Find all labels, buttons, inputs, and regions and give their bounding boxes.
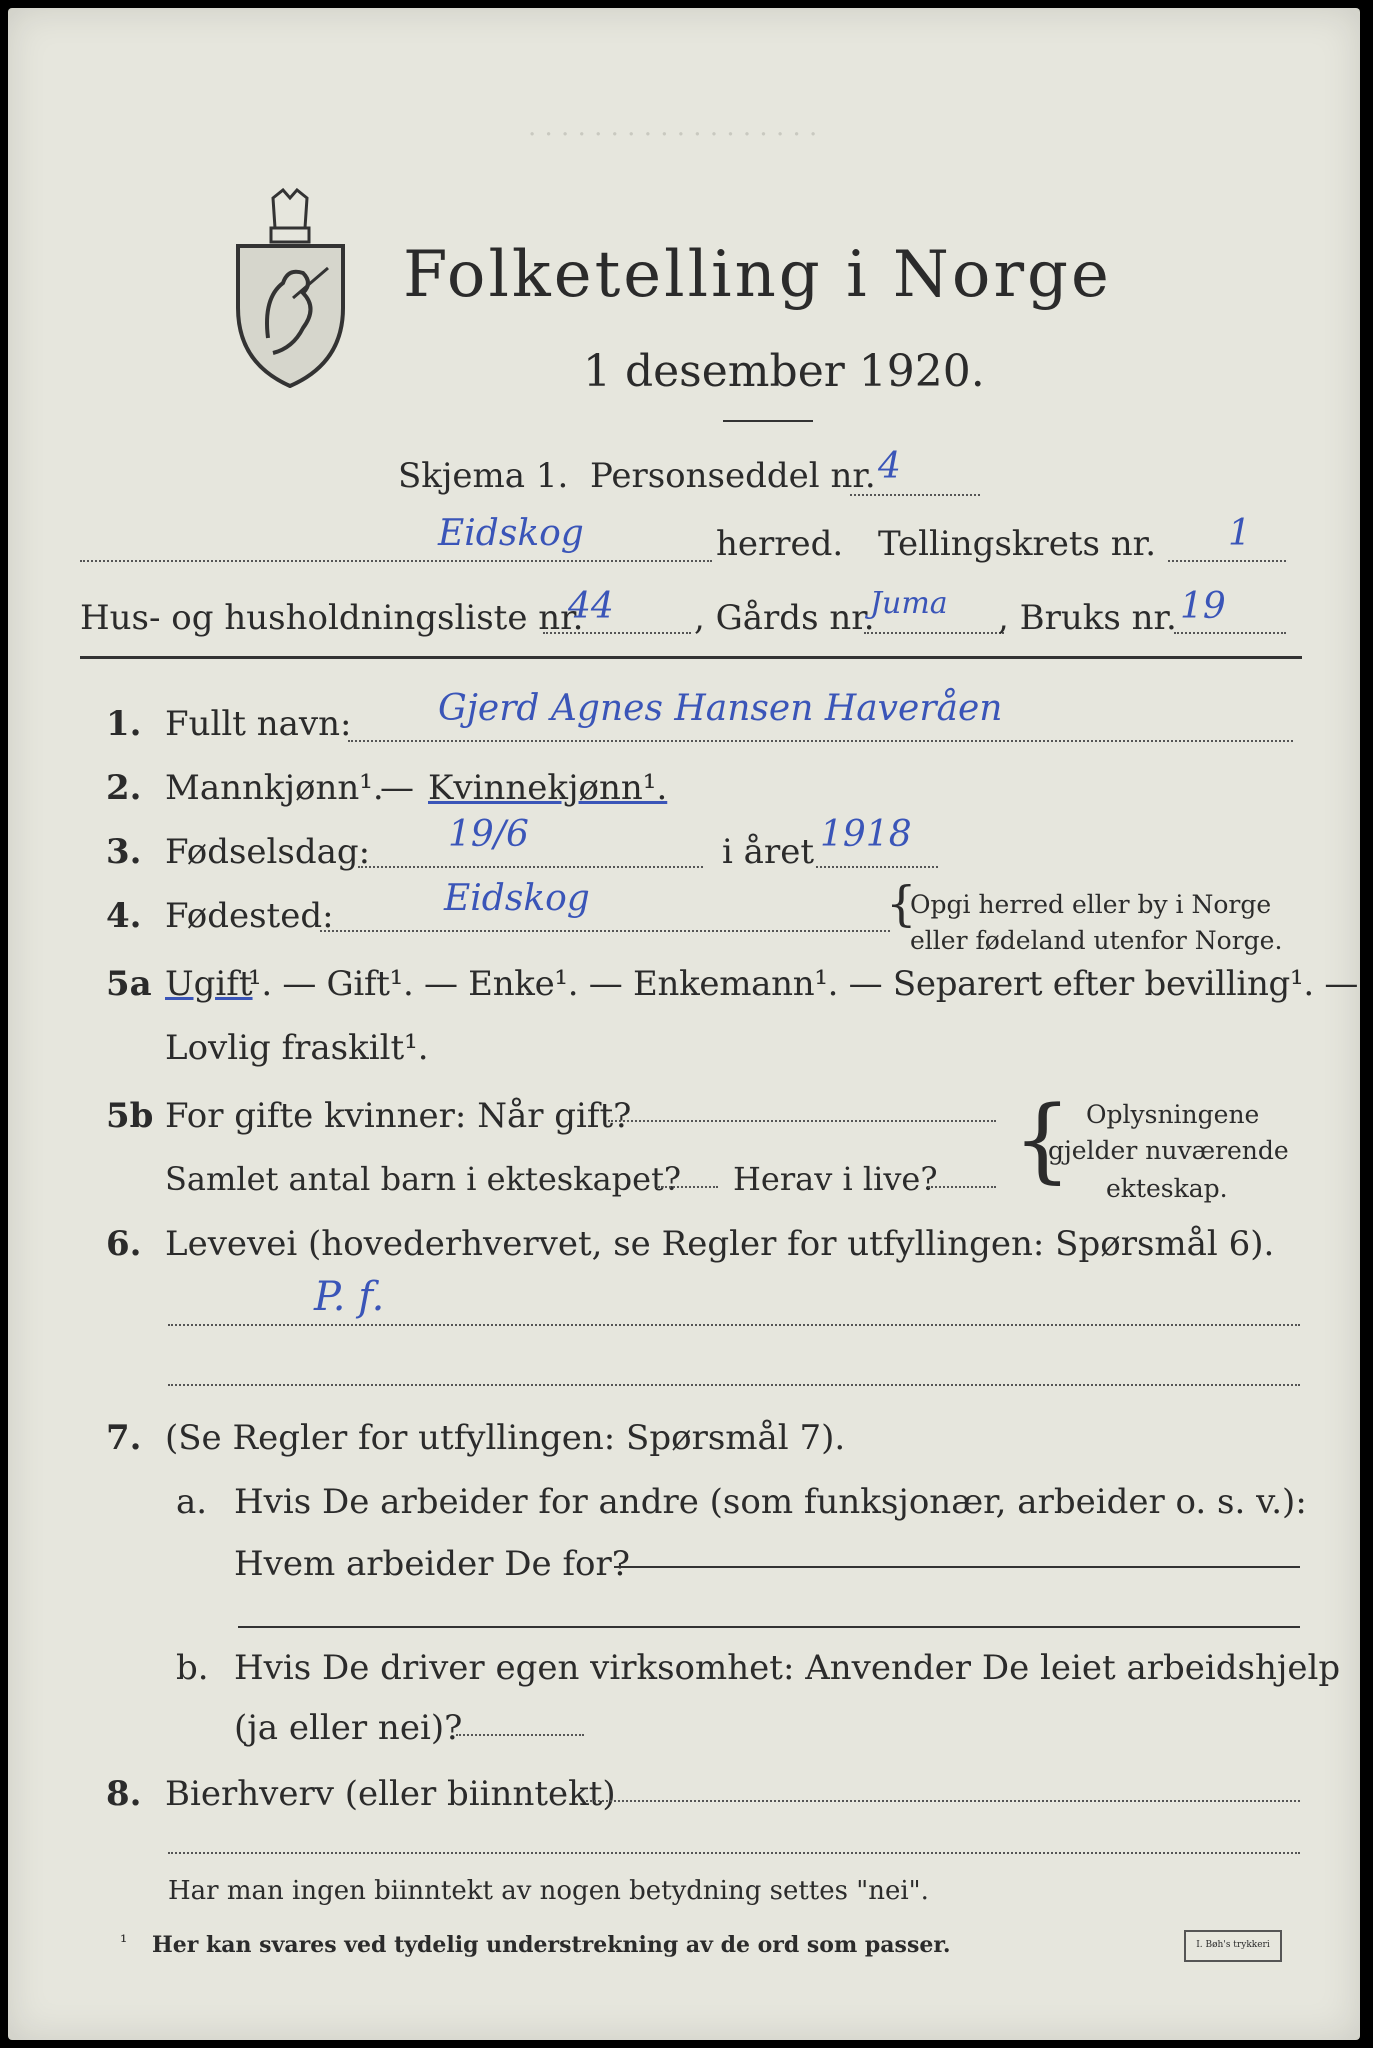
herred-field-line	[80, 560, 712, 562]
title-divider	[723, 420, 813, 422]
footnote-mark: ¹	[120, 1932, 128, 1953]
q5b-married-field-line	[608, 1120, 996, 1122]
gards-label: , Gårds nr.	[694, 598, 875, 638]
bruks-field-line	[1174, 632, 1286, 634]
q8-number: 8.	[106, 1774, 142, 1814]
header-separator	[80, 656, 1302, 659]
page-title: Folketelling i Norge	[403, 238, 1112, 312]
q4-label: Fødested:	[165, 896, 334, 936]
q3-year-label: i året	[722, 832, 814, 872]
q5a-line2[interactable]: Lovlig fraskilt¹.	[165, 1028, 429, 1068]
q7a-letter: a.	[176, 1482, 208, 1522]
personseddel-label: Personseddel nr.	[590, 456, 876, 496]
q6-field-line2	[168, 1384, 1300, 1386]
q5b-children-label: Samlet antal barn i ekteskapet?	[165, 1160, 682, 1198]
q8-field-line1[interactable]	[586, 1800, 1300, 1802]
q5b-note-line3: ekteskap.	[1106, 1174, 1228, 1203]
q4-brace: {	[886, 876, 917, 932]
personseddel-field-line	[850, 494, 980, 496]
q5b-alive-label: Herav i live?	[733, 1160, 938, 1198]
q1-label: Fullt navn:	[165, 704, 352, 744]
q2-female-option[interactable]: Kvinnekjønn¹.	[428, 768, 668, 808]
q5b-married-label: For gifte kvinner: Når gift?	[165, 1096, 632, 1136]
gards-value[interactable]: Juma	[870, 586, 948, 621]
q1-field-line	[348, 740, 1293, 742]
personseddel-value[interactable]: 4	[878, 446, 901, 487]
herred-label: herred.	[716, 524, 844, 564]
q5a-other-options[interactable]: ¹. — Gift¹. — Enke¹. — Enkemann¹. — Separert efter bevilling¹. —	[248, 964, 1359, 1004]
q5b-note-line1: Oplysningene	[1086, 1100, 1260, 1129]
q7b-label-line2: (ja eller nei)?	[234, 1708, 463, 1748]
birthplace-value[interactable]: Eidskog	[444, 878, 590, 919]
q5b-brace: {	[1013, 1086, 1072, 1193]
tellingskrets-value[interactable]: 1	[1228, 513, 1251, 554]
q2-dash: —	[380, 768, 414, 808]
q7-number: 7.	[106, 1418, 142, 1458]
q7-label: (Se Regler for utfyllingen: Spørsmål 7).	[165, 1418, 846, 1458]
q7a-field-line1[interactable]	[614, 1566, 1300, 1568]
biinntekt-note: Har man ingen biinntekt av nogen betydning settes "nei".	[168, 1876, 929, 1906]
herred-value[interactable]: Eidskog	[438, 513, 584, 554]
q4-note-line2: eller fødeland utenfor Norge.	[910, 926, 1283, 955]
q5a-ugift-option[interactable]: Ugift	[165, 964, 253, 1004]
q3-year-field-line	[816, 866, 938, 868]
q5b-alive-field-line	[928, 1186, 996, 1188]
printer-stamp: I. Bøh's trykkeri	[1184, 1930, 1282, 1962]
husliste-value[interactable]: 44	[568, 586, 614, 627]
bruks-label: , Bruks nr.	[998, 598, 1177, 638]
q1-number: 1.	[106, 704, 142, 744]
q4-number: 4.	[106, 896, 142, 936]
full-name-value[interactable]: Gjerd Agnes Hansen Haveråen	[438, 688, 1003, 729]
q2-number: 2.	[106, 768, 142, 808]
coat-of-arms-icon	[233, 188, 348, 388]
tellingskrets-label: Tellingskrets nr.	[878, 524, 1157, 564]
q3-number: 3.	[106, 832, 142, 872]
q7a-label-line2: Hvem arbeider De for?	[234, 1544, 630, 1584]
birth-year-value[interactable]: 1918	[820, 814, 912, 855]
husliste-field-line	[543, 632, 691, 634]
birthday-value[interactable]: 19/6	[448, 814, 529, 855]
q7b-field-line[interactable]	[456, 1734, 584, 1736]
census-date: 1 desember 1920.	[583, 346, 985, 397]
q3-field-line	[358, 866, 703, 868]
husliste-label: Hus- og husholdningsliste nr.	[80, 598, 584, 638]
q7a-label-line1: Hvis De arbeider for andre (som funksjonær, arbeider o. s. v.):	[234, 1482, 1307, 1522]
q2-male-option[interactable]: Mannkjønn¹.	[165, 768, 384, 808]
q3-label: Fødselsdag:	[165, 832, 371, 872]
q4-field-line	[320, 930, 890, 932]
occupation-value[interactable]: P. f.	[314, 1274, 385, 1320]
bleed-through-text: · · · · · · · · · · · · · · · · · ·	[528, 120, 818, 150]
q8-label: Bierhverv (eller biinntekt)	[165, 1774, 616, 1814]
bruks-value[interactable]: 19	[1180, 586, 1226, 627]
q5b-note-line2: gjelder nuværende	[1048, 1136, 1289, 1165]
q7b-label-line1: Hvis De driver egen virksomhet: Anvender De leiet arbeidshjelp	[234, 1648, 1341, 1688]
q4-note-line1: Opgi herred eller by i Norge	[910, 890, 1272, 919]
q8-field-line2[interactable]	[168, 1852, 1300, 1854]
q7a-field-line2[interactable]	[238, 1626, 1300, 1628]
skjema-label: Skjema 1.	[398, 456, 569, 496]
q5b-number: 5b	[106, 1096, 154, 1136]
q6-field-line1	[168, 1324, 1300, 1326]
tellingskrets-field-line	[1168, 560, 1286, 562]
gards-field-line	[864, 632, 1004, 634]
q6-number: 6.	[106, 1224, 142, 1264]
q7b-letter: b.	[176, 1648, 209, 1688]
q5b-children-field-line	[658, 1186, 718, 1188]
q5a-number: 5a	[106, 964, 152, 1004]
footnote-text: Her kan svares ved tydelig understrekning av de ord som passer.	[152, 1932, 951, 1958]
census-form-page	[8, 8, 1360, 2040]
q6-label: Levevei (hovederhvervet, se Regler for utfyllingen: Spørsmål 6).	[165, 1224, 1275, 1264]
